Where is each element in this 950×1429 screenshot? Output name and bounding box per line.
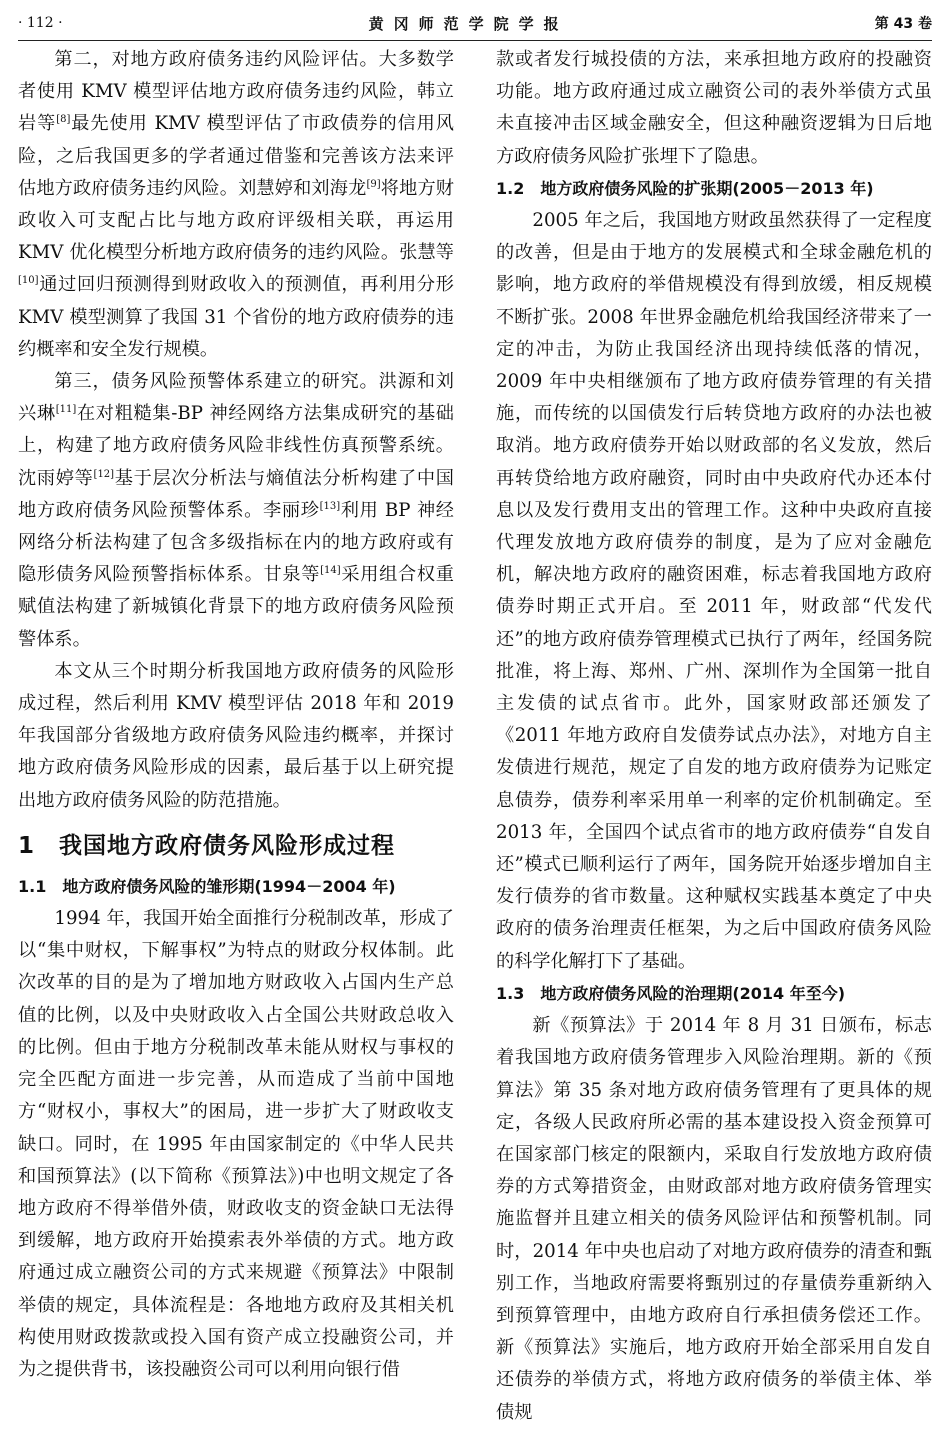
paragraph-embryonic-continued: 款或者发行城投债的方法，来承担地方政府的投融资功能。地方政府通过成立融资公司的表外举债方式虽未直接冲击区域金融安全，但这种融资逻辑为日后地方政府债务风险扩张埋下了隐患。	[496, 49, 932, 167]
paragraph-paper-outline: 本文从三个时期分析我国地方政府债务的风险形成过程，然后利用 KMV 模型评估 2018 年和 2019 年我国部分省级地方政府债务风险违约概率，并探讨地方政府债务风险形成的因素，最后基于以上研究提出地方政府债务风险的防范措施。	[18, 660, 454, 811]
section-heading-1: 1 我国地方政府债务风险形成过程	[18, 832, 396, 859]
journal-title: 黄冈师范学院学报	[368, 14, 569, 33]
header-rule	[18, 40, 932, 41]
volume-label: 第 43 卷	[874, 16, 932, 32]
citation: [10]	[18, 275, 39, 287]
right-column	[496, 44, 932, 1429]
paragraph-kmv-review: 第二，对地方政府债务违约风险评估。大多数学者使用 KMV 模型评估地方政府债务违约风险，韩立岩等[8]最先使用 KMV 模型评估了市政债券的信用风险，之后我国更多的学者通过借鉴和完善该方法来评估地方政府债务违约风险。刘慧婷和刘海龙[9]将地方财政收入可支配占比与地方政府评级相关联，再运用 KMV 优化模型分析地方政府债务的违约风险。张慧等[10]通过回归预测得到财政收入的预测值，再利用分形 KMV 模型测算了我国 31 个省份的地方政府债券的违约概率和安全发行规模。	[18, 49, 454, 360]
citation: [14]	[320, 565, 341, 577]
paragraph-governance-period: 新《预算法》于 2014 年 8 月 31 日颁布，标志着我国地方政府债务管理步入风险治理期。新的《预算法》第 35 条对地方政府债务管理有了更具体的规定，各级人民政府所必需的基本建设投入资金预算可在国家部门核定的限额内，采取自行发放地方政府债券的方式筹措资金，由财政部对地方政府债务管理实施监督并且建立相关的债务风险评估和预警机制。同时，2014 年中央也启动了对地方政府债券的清查和甄别工作，当地政府需要将甄别过的存量债券重新纳入到预算管理中，由地方政府自行承担债务偿还工作。新《预算法》实施后，地方政府开始全部采用自发自还债券的举债方式，将地方政府债务的举债主体、举债规	[496, 1015, 932, 1423]
page-header	[18, 8, 932, 38]
subsection-heading-1-3: 1.3 地方政府债务风险的治理期(2014 年至今)	[496, 983, 846, 1003]
citation: [13]	[319, 500, 341, 512]
citation: [12]	[93, 468, 115, 480]
left-column	[18, 44, 454, 1386]
citation: [11]	[55, 404, 77, 416]
paragraph-warning-system-review: 第三，债务风险预警体系建立的研究。洪源和刘兴琳[11]在对粗糙集-BP 神经网络方法集成研究的基础上，构建了地方政府债务风险非线性仿真预警系统。沈雨婷等[12]基于层次分析法与熵值法分析构建了中国地方政府债务风险预警体系。李丽珍[13]利用 BP 神经网络分析法构建了包含多级指标在内的地方政府或有隐形债务风险预警指标体系。甘泉等[14]采用组合权重赋值法构建了新城镇化背景下的地方政府债务风险预警体系。	[18, 371, 454, 650]
subsection-heading-1-2: 1.2 地方政府债务风险的扩张期(2005－2013 年)	[496, 178, 874, 198]
page-number: · 112 ·	[18, 15, 63, 31]
subsection-heading-1-1: 1.1 地方政府债务风险的雏形期(1994－2004 年)	[18, 876, 396, 896]
paragraph-embryonic-period: 1994 年，我国开始全面推行分税制改革，形成了以“集中财权，下解事权”为特点的财政分权体制。此次改革的目的是为了增加地方财政收入占国内生产总值的比例，以及中央财政收入占全国公共财政总收入的比例。但由于地方分税制改革未能从财权与事权的完全匹配方面进一步完善，从而造成了当前中国地方“财权小，事权大”的困局，进一步扩大了财政收支缺口。同时，在 1995 年由国家制定的《中华人民共和国预算法》(以下简称《预算法》)中也明文规定了各地方政府不得举借外债，财政收支的资金缺口无法得到缓解，地方政府开始摸索表外举债的方式。地方政府通过成立融资公司的方式来规避《预算法》中限制举债的规定，具体流程是：各地地方政府及其相关机构使用财政拨款或投入国有资产成立投融资公司，并为之提供背书，该投融资公司可以利用向银行借	[18, 908, 454, 1380]
citation: [8]	[56, 114, 71, 126]
citation: [9]	[366, 178, 381, 190]
paragraph-expansion-period: 2005 年之后，我国地方财政虽然获得了一定程度的改善，但是由于地方的发展模式和全球金融危机的影响，地方政府的举借规模没有得到放缓，相反规模不断扩张。2008 年世界金融危机给我国经济带来了一定的冲击，为防止我国经济出现持续低落的情况，2009 年中央相继颁布了地方政府债券管理的有关措施，而传统的以国债发行后转贷地方政府的办法也被取消。地方政府债券开始以财政部的名义发放，然后再转贷给地方政府融资，同时由中央政府代办还本付息以及发行费用支出的管理工作。这种中央政府直接代理发放地方政府债券的制度，是为了应对金融危机，解决地方政府的融资困难，标志着我国地方政府债券时期正式开启。至 2011 年，财政部“代发代还”的地方政府债券管理模式已执行了两年，经国务院批准，将上海、郑州、广州、深圳作为全国第一批自主发债的试点省市。此外，国家财政部还颁发了《2011 年地方政府自发债券试点办法》，对地方自主发债进行规范，规定了自发的地方政府债券为记账定息债券，债券利率采用单一利率的定价机制确定。至 2013 年，全国四个试点省市的地方政府债券“自发自还”模式已顺利运行了两年，国务院开始逐步增加自主发行债券的省市数量。这种赋权实践基本奠定了中央政府的债务治理责任框架，为之后中国政府债务风险的科学化解打下了基础。	[496, 210, 932, 972]
